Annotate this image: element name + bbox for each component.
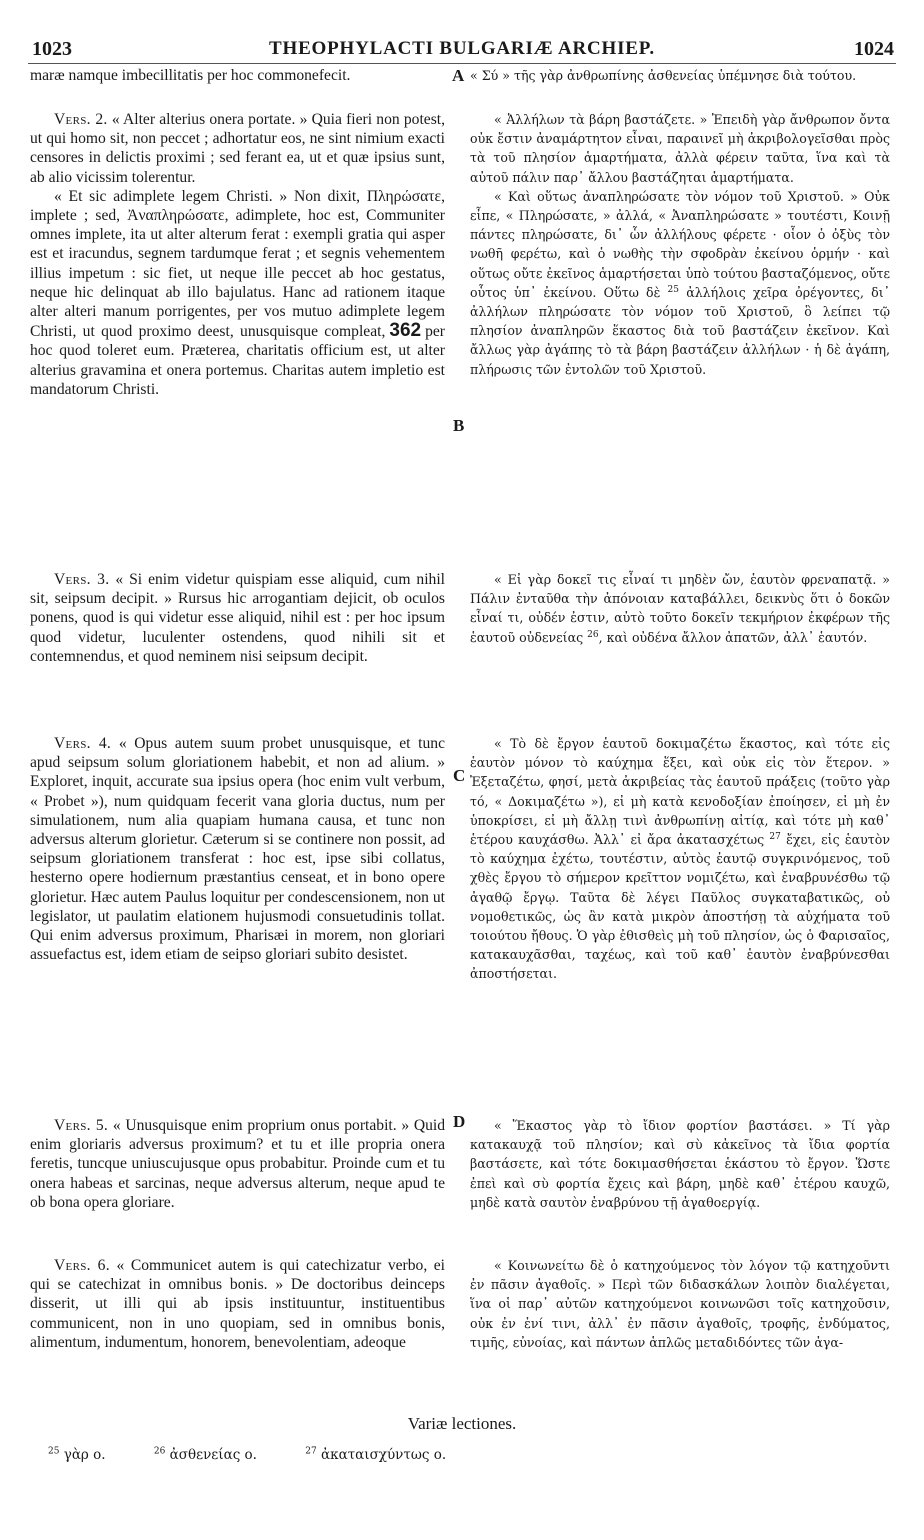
greek-text: « Καὶ οὕτως ἀναπληρώσατε τὸν νόμον τοῦ Χριστοῦ. » Οὐκ εἶπε, « Πληρώσατε, » ἀλλά, « Ἀναπληρώσατε » τουτέστι, Κοινῇ πάντες πληρώσατε, δι᾽ ὧν ἀλλήλους φέρετε · οἷον ὁ ὀξὺς τὸν νωθῆ φερέτω, καὶ ὁ νωθὴς τὴν σφοδρὰν ἐκείνου ὁρμήν · καὶ οὕτως οὔτε ἐκεῖνος ἁμαρτήσεται ὑπὸ τούτου βασταζόμενος, οὔτε οὗτος ὑπ᾽ ἐκείνου. Οὕτω δὲ (470, 188, 890, 300)
verse-label: Vers. 6. (54, 1257, 110, 1274)
greek-text: ἀλλήλοις χεῖρα ὀρέγοντες, δι᾽ ἀλλήλων πληρώσατε τὸν νόμον τοῦ Χριστοῦ, ὃ λείπει τῷ πλησίον ἀναπληρῶν ἕκαστος διὰ τοῦ βαστάζειν ἐκεῖνον. Καὶ ἄλλως γὰρ ἀγάπης τὸ τὰ βάρη βαστάζειν ἀλλήλων · ἡ δὲ ἀγάπη, πλήρωσις τῶν ἐντολῶν τοῦ Χριστοῦ. (470, 284, 890, 377)
latin-text: « Opus autem suum probet unusquisque, et tunc apud seipsum solum gloriationem habebit, et non ad alium. » Exploret, inquit, accurate sua ipsius opera (hoc enim vult verbum, « Probet »), num quidquam fecerit vana gloria ductus, num per simulationem, num alia quapiam humana causa, et tunc non adversus alterum glorietur. Cæterum si se continere non possit, ad seipsum gloriationem transferat : hoc est, ipse sibi collatus, hesterno opere hodiernum præstantius censeat, et in bono opere glorietur. Hæc autem Paulus loquitur per condescensionem, non ut legislator, ut paulatim elationem hujusmodi consuetudinis tollat. Qui enim adversus proximum, Pharisæi in morem, non gloriari assuefactus est, idem etiam de seipso gloriari subito desistet. (30, 735, 445, 964)
variant-number: 27 (305, 1446, 317, 1457)
variant-note (305, 1447, 468, 1463)
variant-note (154, 1447, 279, 1463)
margin-letter-c: C (453, 766, 466, 785)
verse-label: Vers. 2. (54, 111, 108, 128)
latin-paragraph (30, 1116, 445, 1212)
margin-letter-a: A (452, 66, 465, 85)
greek-text: « Σύ » τῆς γὰρ ἀνθρωπίνης ἀσθενείας ὑπέμνησε διὰ τούτου. (470, 68, 857, 83)
greek-text: « Εἰ γὰρ δοκεῖ τις εἶναί τι μηδὲν ὤν, ἑαυτὸν φρεναπατᾷ. » Πάλιν ἐνταῦθα τὴν ἀπόνοιαν καταβάλλει, δεικνὺς ὅτι ὁ δοκῶν εἶναί τι, οὐδέν ἐστιν, αὐτὸ τοῦτο δοκεῖν τεκμήριον ἐκφέρων τῆς ἑαυτοῦ οὐδενείας (470, 572, 890, 645)
footnote-ref: 27 (769, 831, 781, 842)
greek-column (470, 66, 890, 1444)
latin-text: « Communicet autem is qui catechizatur verbo, ei qui se catechizat in omnibus bonis. » De doctoribus deinceps disserit, ut illi qui ab ipsis instituuntur, instituentibus communicent, non in uno quopiam, sed in omnibus bonis, alimentum, indumentum, honorem, benevolentiam, adeoque (30, 1257, 445, 1351)
page-stamp: 362 (389, 320, 422, 342)
variae-lectiones-title: Variæ lectiones. (407, 1414, 517, 1433)
variant-text: ἀκαταισχύντως ο. (321, 1447, 447, 1463)
latin-section-0 (30, 66, 445, 85)
verse-label: Vers. 3. (54, 571, 110, 588)
running-title: THEOPHYLACTI BULGARIÆ ARCHIEP. (269, 38, 655, 59)
variant-text: ἀσθενείας ο. (169, 1447, 257, 1463)
variant-note (48, 1447, 128, 1463)
greek-text: « Τὸ δὲ ἔργον ἑαυτοῦ δοκιμαζέτω ἕκαστος, καὶ τότε εἰς ἑαυτὸν μόνον τὸ καύχημα ἕξει, καὶ οὐκ εἰς τὸν ἕτερον. » Ἐξεταζέτω, φησί, μετὰ ἀκριβείας τὰς ἑαυτοῦ πράξεις (τοῦτο γὰρ τό, « Δοκιμαζέτω »), εἰ μὴ κατὰ κενοδοξίαν ἐποίησεν, εἰ μὴ ἐν ὑποκρίσει, εἰ μὴ ἄλλῃ τινὶ ἀνθρωπίνῃ αἰτίᾳ, καὶ τότε μὴ καθ᾽ ἑτέρου καυχάσθω. Ἀλλ᾽ εἰ ἄρα ἀκατασχέτως (470, 736, 890, 848)
variant-text: γὰρ ο. (63, 1447, 106, 1463)
greek-text: « Ἕκαστος γὰρ τὸ ἴδιον φορτίον βαστάσει. » Τί γὰρ κατακαυχᾷ τοῦ πλησίον; καὶ σὺ κἀκεῖνος τὰ ἴδια φορτία βαστάσετε, καὶ τότε δοκιμασθήσεται ἑκάστου τὸ ἔργον. Ὥστε ἐπεὶ καὶ σὺ φορτία ἔχεις καὶ βάρη, μηδὲ καθ᾽ ἑτέρου καυχῶ, μηδὲ κατὰ σαυτὸν ἐναβρύνου τῇ ἀγαθοεργίᾳ. (470, 1118, 890, 1210)
header-rule (28, 63, 896, 64)
greek-text: « Ἀλλήλων τὰ βάρη βαστάζετε. » Ἐπειδὴ γὰρ ἄνθρωπον ὄντα οὐκ ἔστιν ἀναμάρτητον εἶναι, παραινεῖ μὴ ἀκριβολογεῖσθαι πρὸς τὰ τοῦ πλησίον ἁμαρτήματα, ἀλλὰ φέρειν ταῦτα, ἵνα καὶ τὰ αὐτοῦ πάλιν παρ᾽ ἄλλου βαστάζηται ἁμαρτήματα. (470, 112, 890, 185)
page-number-right: 1024 (854, 38, 894, 60)
latin-paragraph (30, 1256, 445, 1352)
latin-paragraph (30, 110, 445, 187)
verse-label: Vers. 5. (54, 1117, 109, 1134)
variae-lectiones (48, 1447, 888, 1463)
greek-text: ἔχει, εἰς ἑαυτὸν τὸ καύχημα ἐχέτω, τουτέστιν, αὐτὸς ἑαυτῷ συγκρινόμενος, τοῦ χθὲς ἔργου τὸ σήμερον κρεῖττον νομιζέτω, καὶ ἐναβρυνέσθω τῷ ἀγαθῷ ἔργῳ. Ταῦτα δὲ λέγει Παῦλος συγκαταβατικῶς, οὐ νομοθετικῶς, ὡς ἂν κατὰ μικρὸν ἀποστήσῃ τὰ αὐχήματα τοῦ τοιούτου ἤθους. Ὁ γὰρ ἐθισθεὶς μὴ τοῦ πλησίον, ὡς ὁ Φαρισαῖος, κατακαυχᾶσθαι, ταχέως, καὶ τοῦ καθ᾽ ἑαυτὸν ἐναβρύνεσθαι ἀποστήσεται. (470, 832, 890, 982)
latin-section-2 (30, 570, 445, 666)
latin-text: « Et sic adimplete legem Christi. » Non dixit, Πληρώσατε, implete ; sed, Ἀναπληρώσατε, adimplete, hoc est, Communiter omnes implete, ita ut alter alterum ferat : exempli gratia qui asper est et iracundus, segnem tardumque ferat ; et segnis vehementem illius impetum : sic fiet, ut neque ille peccet ab hoc gestatus, neque hic delinquat ab illo bajulatus. Hanc ad rationem itaque alter alteri manum porrigentes, per vos mutuo adimplete legem Christi, ut quod proximo deest, unusquisque compleat, (30, 187, 445, 341)
greek-section-1 (470, 110, 890, 379)
latin-paragraph (30, 734, 445, 964)
greek-section-5 (470, 1256, 890, 1352)
margin-letter-b: B (453, 416, 465, 435)
latin-section-1 (30, 110, 445, 399)
greek-section-4 (470, 1116, 890, 1212)
greek-text: , καὶ οὐδένα ἄλλον ἀπατῶν, ἀλλ᾽ ἑαυτόν. (598, 629, 868, 645)
latin-paragraph (30, 187, 445, 399)
latin-text: per hoc quod toleret eum. Præterea, charitatis officium est, ut alter alterius gravamina et onera portemus. Charitas autem impletio est mandatorum Christi. (30, 323, 445, 398)
page-number-left: 1023 (32, 38, 72, 60)
greek-text: « Κοινωνείτω δὲ ὁ κατηχούμενος τὸν λόγον τῷ κατηχοῦντι ἐν πᾶσιν ἀγαθοῖς. » Περὶ τῶν διδασκάλων λοιπὸν διαλέγεται, ἵνα οἱ παρ᾽ αὐτῶν κατηχούμενοι κοινωνῶσι τοῖς κατηχοῦσιν, οὐκ ἐν ἑνί τινι, ἀλλ᾽ ἐν πᾶσιν ἀγαθοῖς, τροφῆς, ἐνδύματος, τιμῆς, εὐνοίας, καὶ πάντων ἁπλῶς μεταδιδόντες τῶν ἀγα- (470, 1258, 890, 1350)
variant-number: 25 (48, 1446, 60, 1457)
greek-section-2 (470, 570, 890, 647)
footnote-ref: 25 (667, 284, 679, 295)
latin-section-4 (30, 1116, 445, 1212)
latin-text: « Unusquisque enim proprium onus portabit. » Quid enim gloriaris adversus proximum? et tu et ille propria onera feretis, tuncque uniuscujusque opus probabitur. Proinde cum et tu onera habeas et sarcinas, neque adversus alterum, neque apud te ob bona opera gloriare. (30, 1117, 445, 1211)
latin-section-3 (30, 734, 445, 964)
latin-column (30, 66, 445, 1444)
greek-section-3 (470, 734, 890, 984)
footnote-ref: 26 (587, 629, 599, 640)
latin-section-5 (30, 1256, 445, 1352)
greek-section-0 (470, 66, 890, 85)
margin-letter-d: D (453, 1112, 466, 1131)
greek-paragraph (470, 570, 890, 647)
variant-number: 26 (153, 1446, 166, 1457)
greek-paragraph (470, 187, 890, 379)
verse-label: Vers. 4. (54, 735, 112, 752)
latin-text: maræ namque imbecillitatis per hoc commonefecit. (30, 67, 351, 84)
latin-paragraph (30, 570, 445, 666)
latin-text: « Si enim videtur quispiam esse aliquid, cum nihil sit, seipsum decipit. » Rursus hic arrogantiam dejicit, ob oculos ponens, quod is qui videtur esse aliquid, nihil est : per hoc ipsum quod videtur, luculenter ostendens, quod nihili sit et contemnendus, et quod neminem nisi seipsum decipit. (30, 571, 445, 665)
greek-paragraph (470, 734, 890, 984)
latin-text: « Alter alterius onera portate. » Quia fieri non potest, ut qui homo sit, non peccet ; adhortatur eos, ne sint nimium exacti censores in delictis proximi ; sed ferant ea, ut et quæ ipsius sunt, ab alio vicissim tolerentur. (30, 111, 445, 186)
